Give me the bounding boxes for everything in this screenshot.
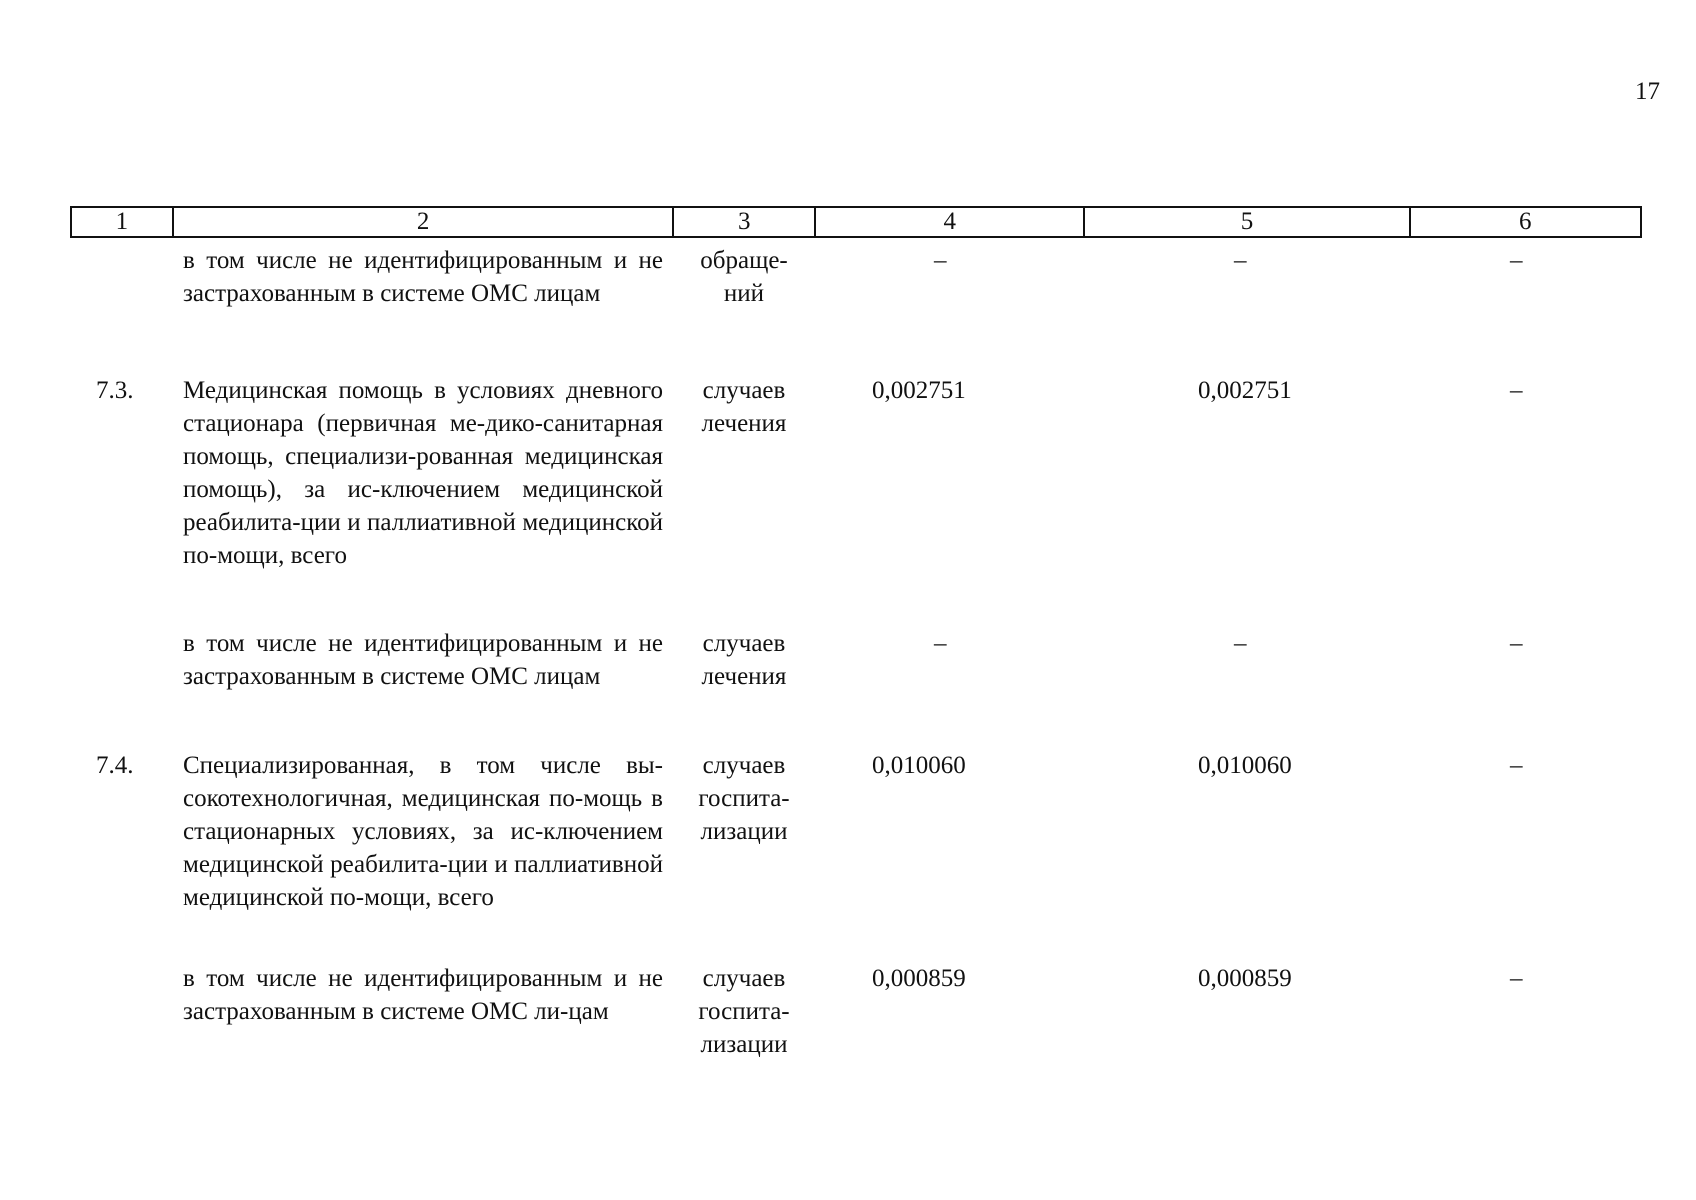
table-header-row [70,206,1642,238]
row-value-col5: 0,002751 [1198,377,1292,404]
row-unit: случаев госпита- лизации [698,752,790,845]
row-value-col5: – [1234,247,1247,274]
page-number: 17 [1635,78,1660,105]
row-unit: случаев лечения [701,630,787,690]
row-value-col5: – [1234,630,1247,657]
row-unit: обраще- ний [700,247,788,307]
row-unit: случаев госпита- лизации [698,965,790,1058]
row-description: в том числе не идентифицированным и не застрахованным в системе ОМС лицам [183,630,663,690]
row-value-col4: 0,002751 [872,377,966,404]
column-header-1: 1 [72,208,174,236]
column-header-4: 4 [816,208,1085,236]
row-number: 7.3. [96,377,134,404]
row-description: в том числе не идентифицированным и не застрахованным в системе ОМС лицам [183,247,663,307]
column-header-3: 3 [674,208,816,236]
row-value-col6: – [1510,965,1523,992]
row-value-col6: – [1510,377,1523,404]
column-header-5: 5 [1085,208,1410,236]
row-value-col4: 0,010060 [872,752,966,779]
row-value-col5: 0,000859 [1198,965,1292,992]
row-number: 7.4. [96,752,134,779]
row-value-col6: – [1510,752,1523,779]
row-description: Специализированная, в том числе вы-сокотехнологичная, медицинская по-мощь в стационарных условиях, за ис-ключением медицинской реабилита-ции и паллиативной медицинской по-мощи, всего [183,752,663,911]
row-value-col5: 0,010060 [1198,752,1292,779]
row-value-col4: – [934,630,947,657]
row-value-col6: – [1510,247,1523,274]
row-description: Медицинская помощь в условиях дневного стационара (первичная ме-дико-санитарная помощь, специализи-рованная медицинская помощь), за ис-ключением медицинской реабилита-ции и паллиативной медицинской по-мощи, всего [183,377,663,569]
row-value-col4: 0,000859 [872,965,966,992]
row-unit: случаев лечения [701,377,787,437]
row-value-col6: – [1510,630,1523,657]
row-description: в том числе не идентифицированным и не застрахованным в системе ОМС ли-цам [183,965,663,1025]
column-header-6: 6 [1519,208,1532,235]
row-value-col4: – [934,247,947,274]
column-header-2: 2 [174,208,675,236]
